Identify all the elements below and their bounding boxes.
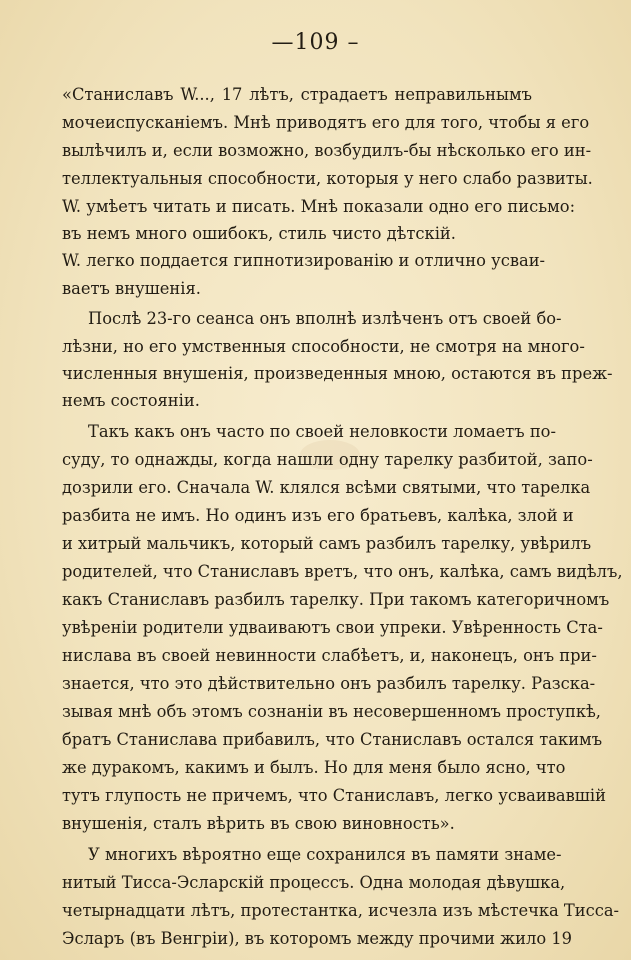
text-line: «Станиславъ W..., 17 лѣтъ, страдаетъ неправильнымъ xyxy=(62,85,532,104)
text-line: Послѣ 23-го сеанса онъ вполнѣ излѣченъ отъ своей бо- xyxy=(88,309,562,328)
text-line: теллектуальныя способности, которыя у него слабо развиты. xyxy=(62,169,593,188)
text-line: тутъ глупость не причемъ, что Станиславъ, легко усваивавшій xyxy=(62,786,606,805)
text-line: У многихъ вѣроятно еще сохранился въ памяти знаме- xyxy=(88,845,562,864)
text-line: нитый Тисса-Эсларскій процессъ. Одна молодая дѣвушка, xyxy=(62,873,566,892)
text-line: и хитрый мальчикъ, который самъ разбилъ тарелку, увѣрилъ xyxy=(62,534,592,553)
text-line: увѣреніи родители удваиваютъ свои упреки. Увѣренность Ста- xyxy=(62,618,603,637)
text-line: братъ Станислава прибавилъ, что Станиславъ остался такимъ xyxy=(62,730,603,749)
text-line: численныя внушенія, произведенныя мною, остаются въ преж- xyxy=(62,364,613,383)
text-line: внушенія, сталъ вѣрить въ свою виновность». xyxy=(62,814,455,833)
text-line: въ немъ много ошибокъ, стиль чисто дѣтскій. xyxy=(62,224,456,243)
text-line: W. умѣетъ читать и писать. Мнѣ показали одно его письмо: xyxy=(62,197,576,216)
text-line: разбита не имъ. Но одинъ изъ его братьевъ, калѣка, злой и xyxy=(62,506,574,525)
page-number: —109 – xyxy=(271,30,360,55)
text-line: лѣзни, но его умственныя способности, не смотря на много- xyxy=(62,337,585,356)
text-line: ваетъ внушенія. xyxy=(62,279,201,298)
text-line: же дуракомъ, какимъ и былъ. Но для меня было ясно, что xyxy=(62,758,566,777)
text-line: знается, что это дѣйствительно онъ разбилъ тарелку. Разска- xyxy=(62,674,596,693)
text-line: родителей, что Станиславъ вретъ, что онъ, калѣка, самъ видѣлъ, xyxy=(62,562,623,581)
text-line: дозрили его. Сначала W. клялся всѣми святыми, что тарелка xyxy=(62,478,591,497)
text-line: Такъ какъ онъ часто по своей неловкости ломаетъ по- xyxy=(88,422,556,441)
text-line: вылѣчилъ и, если возможно, возбудилъ-бы нѣсколько его ин- xyxy=(62,141,592,160)
text-line: зывая мнѣ объ этомъ сознаніи въ несовершенномъ проступкѣ, xyxy=(62,702,601,721)
text-line: нислава въ своей невинности слабѣетъ, и, наконецъ, онъ при- xyxy=(62,646,597,665)
text-line: W. легко поддается гипнотизированію и отлично усваи- xyxy=(62,251,546,270)
text-line: Эсларъ (въ Венгріи), въ которомъ между прочими жило 19 xyxy=(62,929,573,948)
text-line: мочеиспусканіемъ. Мнѣ приводятъ его для того, чтобы я его xyxy=(62,113,590,132)
text-line: суду, то однажды, когда нашли одну тарелку разбитой, запо- xyxy=(62,450,593,469)
text-line: немъ состояніи. xyxy=(62,391,200,410)
text-line: четырнадцати лѣтъ, протестантка, исчезла изъ мѣстечка Тисса- xyxy=(62,901,620,920)
text-line: какъ Станиславъ разбилъ тарелку. При такомъ категоричномъ xyxy=(62,590,610,609)
